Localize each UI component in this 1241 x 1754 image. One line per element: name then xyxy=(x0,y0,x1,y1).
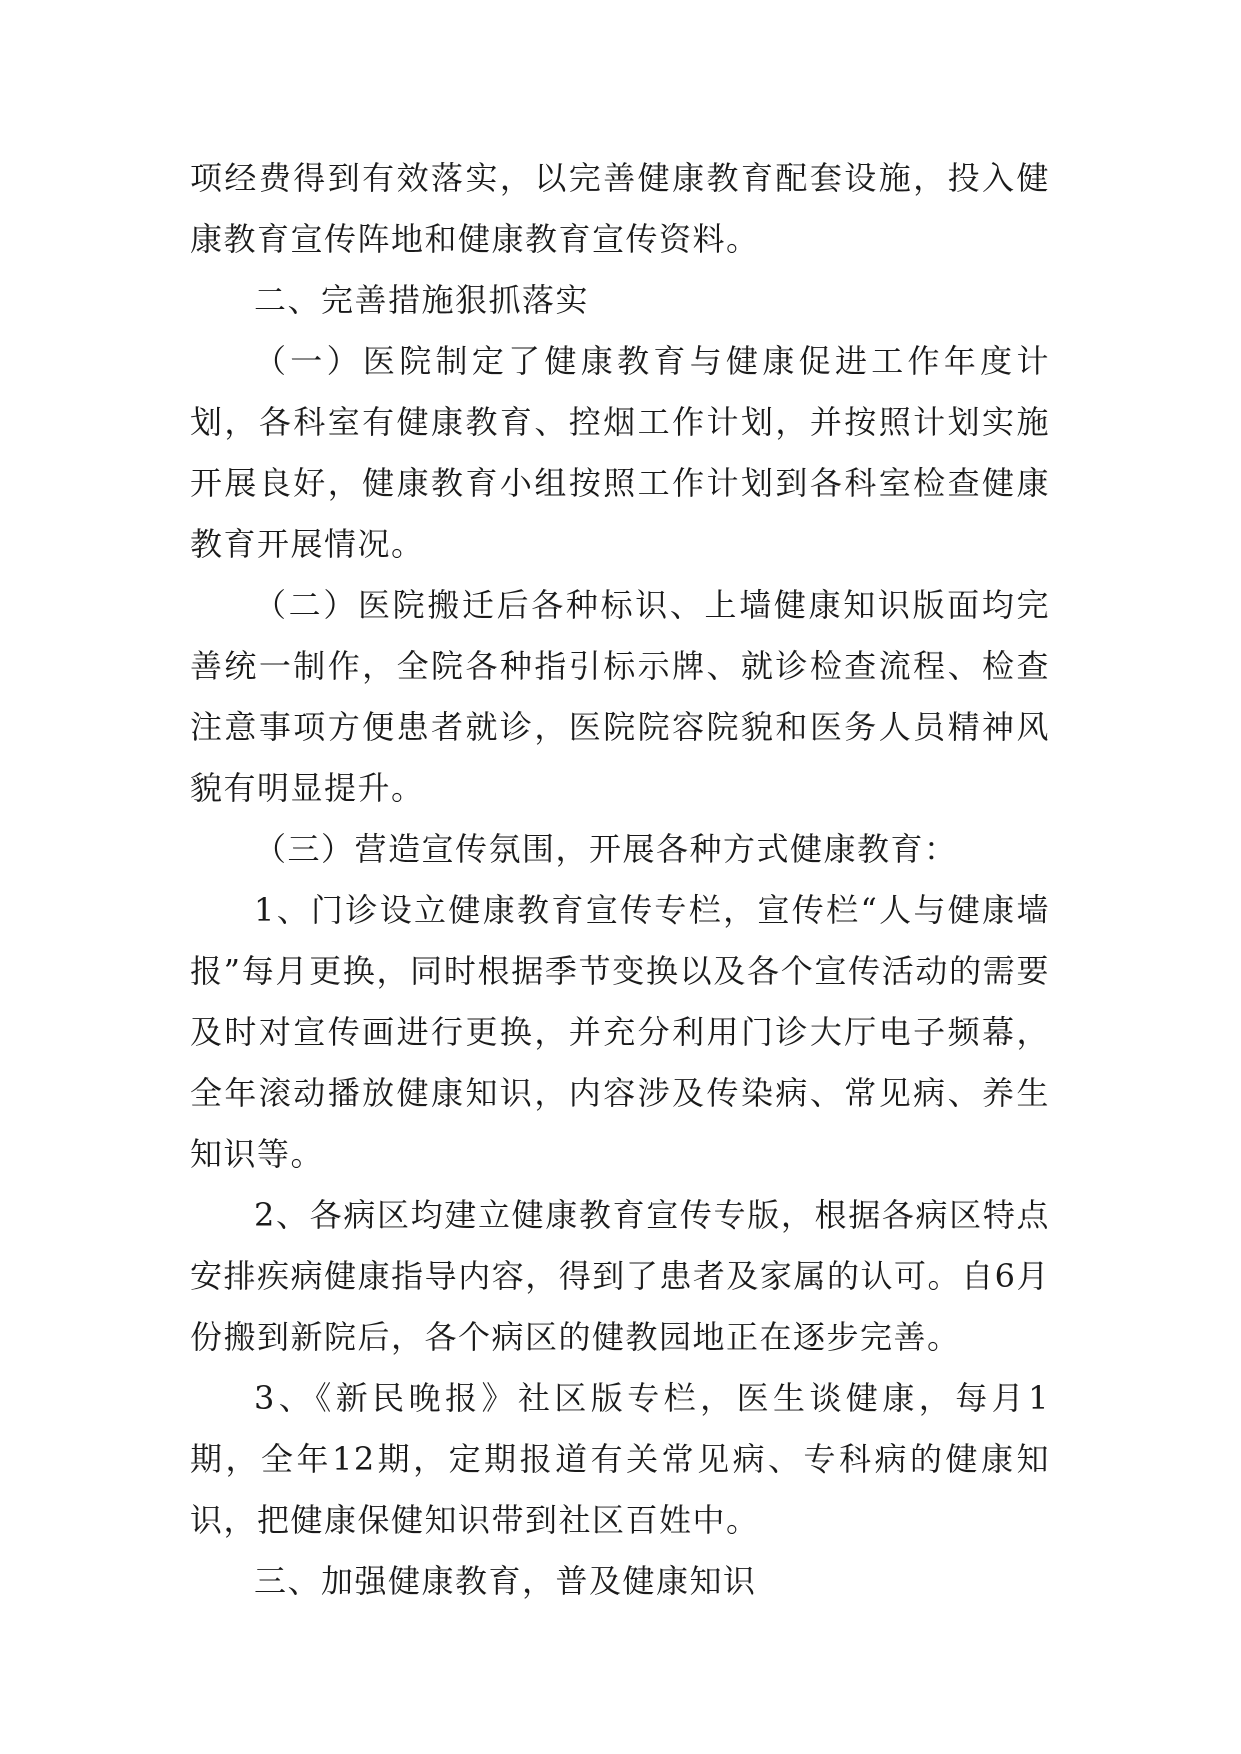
paragraph: 项经费得到有效落实，以完善健康教育配套设施，投入健康教育宣传阵地和健康教育宣传资料。 xyxy=(190,159,1050,258)
paragraph: （一）医院制定了健康教育与健康促进工作年度计划，各科室有健康教育、控烟工作计划，并按照计划实施开展良好，健康教育小组按照工作计划到各科室检查健康教育开展情况。 xyxy=(190,342,1050,563)
list-item: 1、门诊设立健康教育宣传专栏，宣传栏“人与健康墙报”每月更换，同时根据季节变换以及各个宣传活动的需要及时对宣传画进行更换，并充分利用门诊大厅电子频幕，全年滚动播放健康知识，内容涉及传染病、常见病、养生知识等。 xyxy=(190,891,1050,1173)
list-item: 3、《新民晚报》社区版专栏，医生谈健康，每月1期，全年12期，定期报道有关常见病、专科病的健康知识，把健康保健知识带到社区百姓中。 xyxy=(190,1379,1050,1539)
paragraph: （三）营造宣传氛围，开展各种方式健康教育： xyxy=(254,830,958,868)
section-heading: 三、加强健康教育，普及健康知识 xyxy=(254,1562,757,1600)
list-item: 2、各病区均建立健康教育宣传专版，根据各病区特点安排疾病健康指导内容，得到了患者及家属的认可。自6月份搬到新院后，各个病区的健教园地正在逐步完善。 xyxy=(190,1196,1050,1356)
document-page xyxy=(190,148,1050,1612)
paragraph: （二）医院搬迁后各种标识、上墙健康知识版面均完善统一制作，全院各种指引标示牌、就诊检查流程、检查注意事项方便患者就诊，医院院容院貌和医务人员精神风貌有明显提升。 xyxy=(190,586,1050,807)
section-heading: 二、完善措施狠抓落实 xyxy=(254,281,590,319)
